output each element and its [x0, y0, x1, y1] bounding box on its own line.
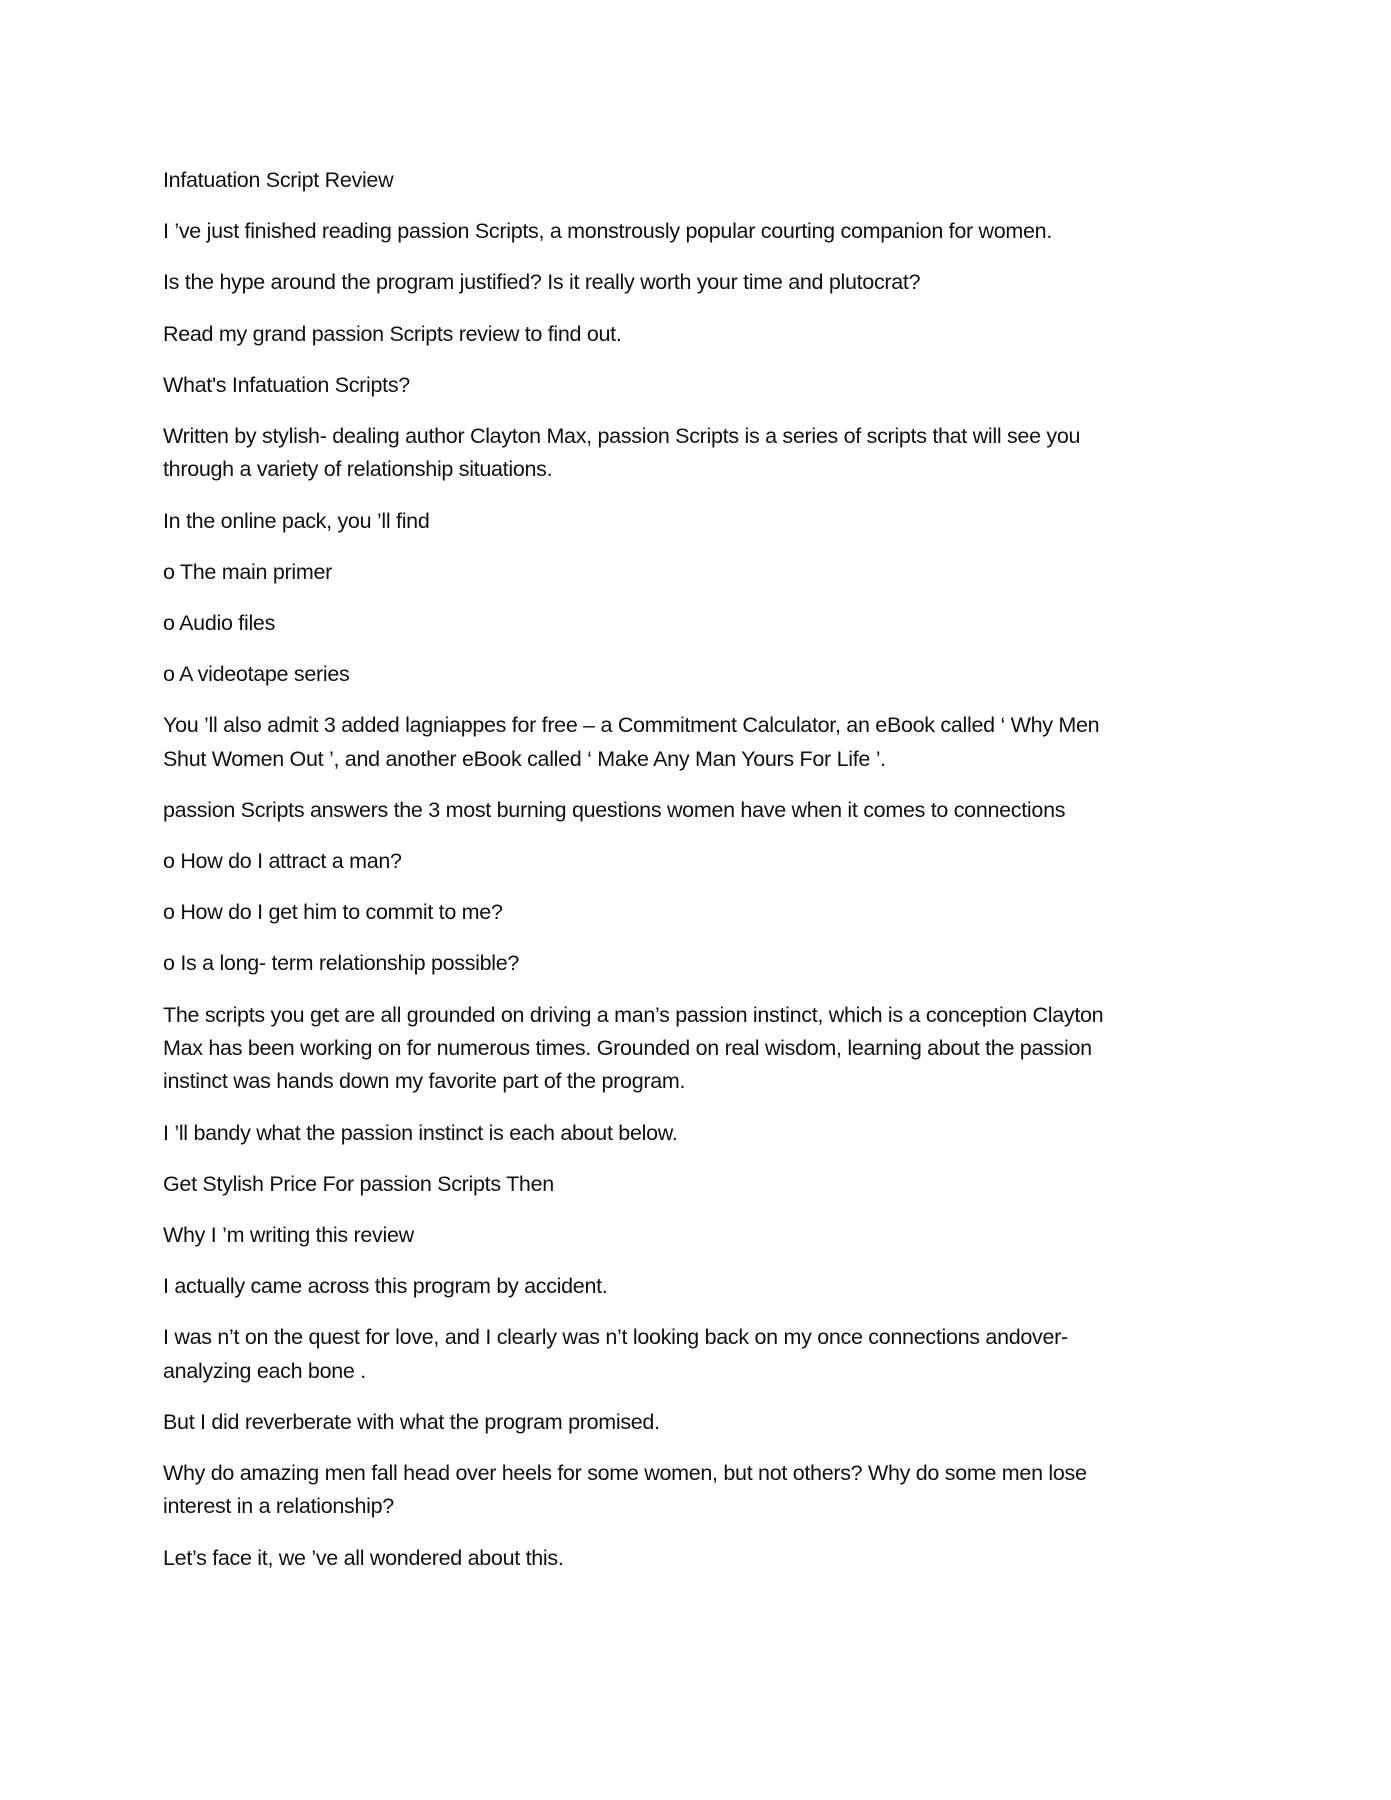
text-line: In the online pack, you ’ll find [163, 508, 430, 533]
text-line: I was n’t on the quest for love, and I clearly was n’t looking back on my once connections andover- [163, 1325, 1068, 1350]
text-line: interest in a relationship? [163, 1494, 394, 1519]
paragraph [163, 369, 1293, 402]
text-line: o How do I get him to commit to me? [163, 900, 503, 925]
paragraph [163, 709, 1293, 776]
text-line: o The main primer [163, 559, 332, 584]
paragraph [163, 420, 1293, 487]
text-line: o How do I attract a man? [163, 849, 402, 874]
paragraph [163, 1321, 1293, 1388]
text-line: I ’ll bandy what the passion instinct is each about below. [163, 1120, 678, 1145]
text-line: Get Stylish Price For passion Scripts Then [163, 1171, 554, 1196]
text-line: Shut Women Out ’, and another eBook called ‘ Make Any Man Yours For Life ’. [163, 746, 886, 771]
paragraph [163, 658, 1293, 691]
text-line: instinct was hands down my favorite part of the program. [163, 1069, 686, 1094]
paragraph [163, 896, 1293, 929]
text-line: What's Infatuation Scripts? [163, 372, 410, 397]
paragraph [163, 1168, 1293, 1201]
text-line: through a variety of relationship situations. [163, 457, 553, 482]
paragraph [163, 164, 1293, 197]
text-line: o Is a long- term relationship possible? [163, 951, 520, 976]
paragraph [163, 999, 1293, 1099]
text-line: Why do amazing men fall head over heels for some women, but not others? Why do some men lose [163, 1461, 1087, 1486]
document-page [163, 164, 1293, 1593]
text-line: o Audio files [163, 610, 276, 635]
text-line: Written by stylish- dealing author Clayton Max, passion Scripts is a series of scripts that will see you [163, 423, 1081, 448]
text-line: Max has been working on for numerous times. Grounded on real wisdom, learning about the passion [163, 1035, 1092, 1060]
paragraph [163, 215, 1293, 248]
text-line: o A videotape series [163, 662, 350, 687]
paragraph [163, 556, 1293, 589]
text-line: Infatuation Script Review [163, 168, 394, 192]
paragraph [163, 505, 1293, 538]
text-line: But I did reverberate with what the program promised. [163, 1409, 660, 1434]
paragraph [163, 266, 1293, 299]
paragraph [163, 1542, 1293, 1575]
text-line: You ’ll also admit 3 added lagniappes for free – a Commitment Calculator, an eBook called ‘ Why Men [163, 713, 1100, 738]
paragraph [163, 1270, 1293, 1303]
text-line: Let’s face it, we ’ve all wondered about this. [163, 1545, 564, 1570]
text-line: I actually came across this program by accident. [163, 1274, 608, 1299]
paragraph [163, 1406, 1293, 1439]
paragraph [163, 947, 1293, 980]
text-line: I ’ve just finished reading passion Scripts, a monstrously popular courting companion for women. [163, 219, 1053, 244]
paragraph [163, 1457, 1293, 1524]
text-line: The scripts you get are all grounded on driving a man’s passion instinct, which is a conception Clayton [163, 1002, 1104, 1027]
text-line: Read my grand passion Scripts review to find out. [163, 321, 622, 346]
paragraph [163, 1219, 1293, 1252]
paragraph [163, 607, 1293, 640]
paragraph [163, 794, 1293, 827]
text-line: Is the hype around the program justified? Is it really worth your time and plutocrat? [163, 270, 921, 295]
text-line: passion Scripts answers the 3 most burning questions women have when it comes to connections [163, 797, 1066, 822]
paragraph [163, 845, 1293, 878]
paragraph [163, 318, 1293, 351]
text-line: analyzing each bone . [163, 1358, 366, 1383]
paragraph [163, 1117, 1293, 1150]
text-line: Why I ’m writing this review [163, 1222, 414, 1247]
